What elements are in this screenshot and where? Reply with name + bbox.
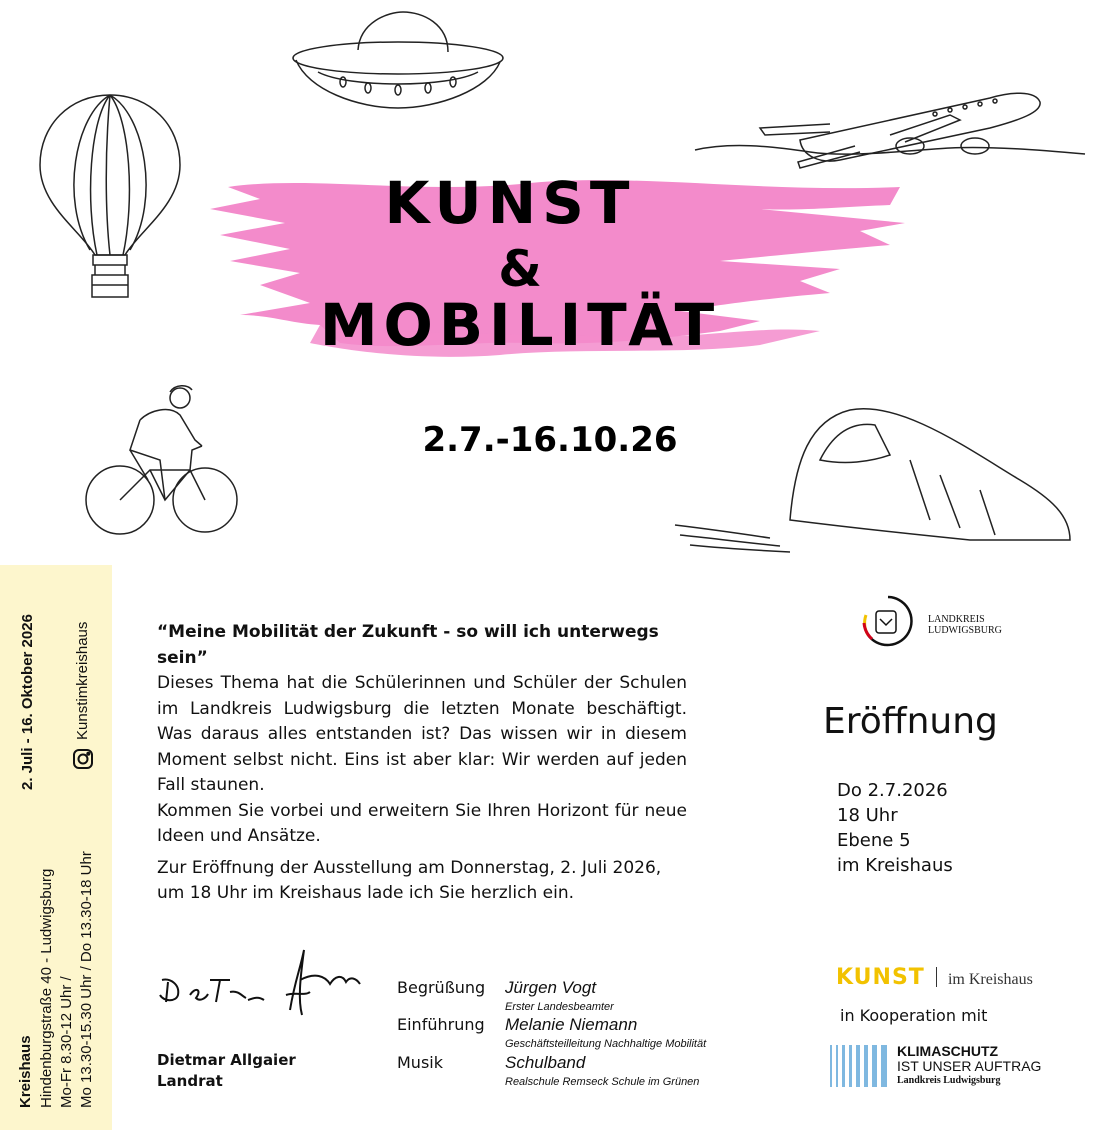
ufo-icon — [288, 10, 508, 120]
sidebar-hours-1: Mo-Fr 8.30-12 Uhr / — [58, 976, 75, 1108]
signatory-role: Landrat — [157, 1072, 223, 1090]
opening-heading: Eröffnung — [823, 701, 998, 742]
invitation-text — [157, 620, 687, 907]
landkreis-crest-icon — [860, 593, 916, 649]
program-role: Geschäftsteilleitung Nachhaltige Mobilität — [505, 1038, 707, 1050]
program-label: Musik — [397, 1053, 443, 1072]
klimaschutz-logo-text — [897, 1043, 1041, 1087]
title-line-ampersand: & — [498, 240, 542, 298]
sidebar-address: Hindenburgstraße 40 - Ludwigsburg — [38, 868, 55, 1108]
klimaschutz-stripes-icon — [830, 1045, 890, 1087]
sidebar-venue: Kreishaus — [17, 1035, 34, 1108]
signatory-block — [157, 1050, 296, 1092]
program-role: Realschule Remseck Schule im Grünen — [505, 1076, 700, 1088]
program-role: Erster Landesbeamter — [505, 1001, 614, 1013]
landkreis-logo-text: LANDKREIS LUDWIGSBURG — [928, 614, 1002, 636]
signatory-name: Dietmar Allgaier — [157, 1051, 296, 1069]
kunst-logo-sub: im Kreishaus — [947, 971, 1033, 988]
program-person: Schulband — [505, 1053, 586, 1072]
opening-details — [837, 778, 953, 878]
info-sidebar — [0, 565, 112, 1130]
opening-location: im Kreishaus — [837, 855, 953, 876]
cyclist-icon — [80, 380, 250, 540]
opening-time: 18 Uhr — [837, 805, 898, 826]
opening-date: Do 2.7.2026 — [837, 780, 948, 801]
sidebar-date-range: 2. Juli - 16. Oktober 2026 — [19, 614, 36, 790]
program-label: Einführung — [397, 1015, 485, 1034]
signature-image — [150, 940, 365, 1030]
klimaschutz-line-2: IST UNSER AUFTRAG — [897, 1058, 1042, 1074]
title-line-mobilitaet: MOBILITÄT — [319, 291, 721, 359]
sidebar-hours-2: Mo 13.30-15.30 Uhr / Do 13.30-18 Uhr — [78, 851, 95, 1108]
paragraph-3: Zur Eröffnung der Ausstellung am Donnerstag, 2. Juli 2026, um 18 Uhr im Kreishaus lade ich Sie herzlich ein. — [157, 857, 662, 903]
paragraph-1: Dieses Thema hat die Schülerinnen und Schüler der Schulen im Landkreis Ludwigsburg die letzten Monate beschäftigt. Was daraus alles entstanden ist? Das wissen wir in diesem Moment selbst nicht. Eins ist aber klar: Wir werden auf jeden Fall staunen. — [157, 673, 687, 795]
kunst-logo-word: KUNST — [836, 965, 925, 990]
opening-level: Ebene 5 — [837, 830, 911, 851]
klimaschutz-line-3: Landkreis Ludwigsburg — [897, 1075, 1001, 1086]
cooperation-text: in Kooperation mit — [840, 1006, 988, 1025]
sidebar-instagram-handle[interactable]: Kunstimkreishaus — [74, 621, 91, 740]
exhibition-dates: 2.7.-16.10.26 — [422, 420, 678, 460]
hot-air-balloon-icon — [35, 90, 185, 305]
title-line-kunst: KUNST — [384, 169, 636, 237]
paragraph-2: Kommen Sie vorbei und erweitern Sie Ihren Horizont für neue Ideen und Ansätze. — [157, 800, 687, 846]
program-person: Melanie Niemann — [505, 1015, 638, 1034]
train-icon — [670, 400, 1090, 555]
klimaschutz-line-1: KLIMASCHUTZ — [897, 1043, 999, 1059]
quote-heading: “Meine Mobilität der Zukunft - so will ich unterwegs sein” — [157, 622, 659, 668]
kunst-im-kreishaus-logo — [836, 965, 1033, 990]
program-person: Jürgen Vogt — [505, 978, 597, 997]
program-label: Begrüßung — [397, 978, 486, 997]
instagram-icon[interactable] — [72, 748, 94, 770]
airplane-icon — [690, 80, 1090, 180]
